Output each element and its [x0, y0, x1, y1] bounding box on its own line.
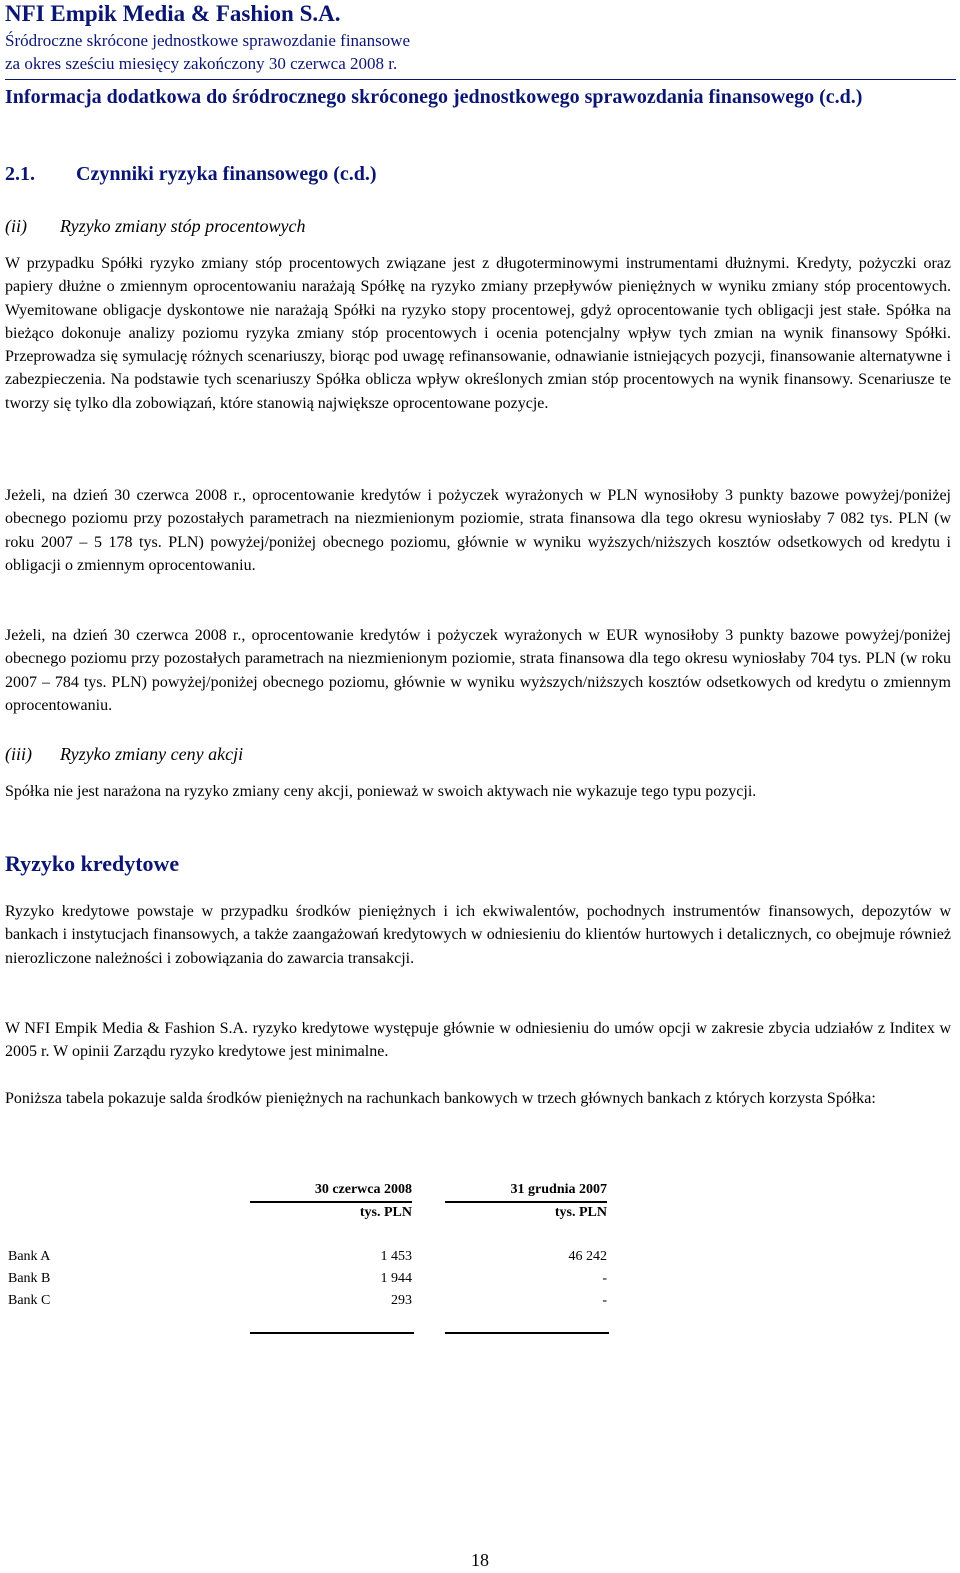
header-divider	[5, 79, 956, 80]
section-number: 2.1.	[5, 163, 35, 185]
subsection-iii-heading	[5, 743, 243, 765]
company-name: NFI Empik Media & Fashion S.A.	[5, 1, 341, 26]
report-title: Śródroczne skrócone jednostkowe sprawozdanie finansowe	[5, 31, 411, 50]
table-row-value-col2: -	[602, 1293, 607, 1308]
table-row-value-col1: 1 453	[380, 1249, 412, 1264]
subsection-ii-title: Ryzyko zmiany stóp procentowych	[60, 216, 306, 236]
page-number: 18	[471, 1550, 489, 1570]
paragraph-credit-risk-sources: Ryzyko kredytowe powstaje w przypadku środków pieniężnych i ich ekwiwalentów, pochodnych instrumentów finansowych, depozytów w bankach i instytucjach finansowych, a także zaangażowań kredytowych w odniesieniu do klientów hurtowych i detalicznych, co obejmuje również nierozliczone należności i zobowiązania do zawarcia transakcji.	[5, 903, 951, 967]
paragraph-interest-rate-risk: W przypadku Spółki ryzyko zmiany stóp procentowych związane jest z długoterminowymi instrumentami dłużnymi. Kredyty, pożyczki oraz papiery dłużne o zmiennym oprocentowaniu narażają Spółkę na ryzyko zmiany przepływów pieniężnych w wyniku zmiany stóp procentowych. Wyemitowane obligacje dyskontowe nie narażają Spółki na ryzyko stopy procentowej, gdyż oprocentowanie tych obligacji jest stałe. Spółka na bieżąco dokonuje analizy poziomu ryzyka zmiany stóp procentowych i ocenia potencjalny wpływ tych zmian na wynik finansowy Spółki. Przeprowadza się symulację różnych scenariuszy, biorąc pod uwagę refinansowanie, odnawianie istniejących pozycji, finansowanie alternatywne i zabezpieczenia. Na podstawie tych scenariuszy Spółka oblicza wpływ określonych zmian stóp procentowych na wynik finansowy. Scenariusze te tworzy się tylko dla zobowiązań, które stanowią największe oprocentowane pozycje.	[5, 255, 951, 412]
subsection-iii-number: (iii)	[5, 744, 32, 764]
table-header-rule-col2	[445, 1201, 607, 1203]
table-col1-header: 30 czerwca 2008	[314, 1182, 412, 1197]
paragraph-eur-sensitivity: Jeżeli, na dzień 30 czerwca 2008 r., oprocentowanie kredytów i pożyczek wyrażonych w EUR wynosiłoby 3 punkty bazowe powyżej/poniżej obecnego poziomu przy pozostałych parametrach na niezmienionym poziomie, strata finansowa dla tego okresu wyniosłaby 704 tys. PLN (w roku 2007 – 784 tys. PLN) powyżej/poniżej obecnego poziomu, głównie w wyniku wyższych/niższych kosztów odsetkowych od kredytu o zmiennym oprocentowaniu.	[5, 627, 951, 714]
table-total-rule-col1	[250, 1332, 414, 1334]
subsection-iii-title: Ryzyko zmiany ceny akcji	[60, 744, 244, 764]
table-header-rule-col1	[250, 1201, 412, 1203]
info-title: Informacja dodatkowa do śródrocznego skróconego jednostkowego sprawozdania finansowego (c.d.)	[5, 86, 863, 108]
paragraph-equity-price-risk: Spółka nie jest narażona na ryzyko zmiany ceny akcji, ponieważ w swoich aktywach nie wykazuje tego typu pozycji.	[5, 783, 757, 800]
table-row-value-col1: 1 944	[380, 1271, 412, 1286]
table-row-label: Bank C	[8, 1293, 51, 1308]
table-row-value-col1: 293	[391, 1293, 412, 1308]
subsection-ii-heading	[5, 215, 305, 237]
paragraph-pln-sensitivity: Jeżeli, na dzień 30 czerwca 2008 r., oprocentowanie kredytów i pożyczek wyrażonych w PLN wynosiłoby 3 punkty bazowe powyżej/poniżej obecnego poziomu przy pozostałych parametrach na niezmienionym poziomie, strata finansowa dla tego okresu wyniosłaby 7 082 tys. PLN (w roku 2007 – 5 178 tys. PLN) powyżej/poniżej obecnego poziomu, głównie w wyniku wyższych/niższych kosztów odsetkowych od kredytu i obligacji o zmiennym oprocentowaniu.	[5, 487, 951, 574]
table-row-value-col2: 46 242	[568, 1249, 607, 1264]
table-row-label: Bank B	[8, 1271, 51, 1286]
table-col2-header: 31 grudnia 2007	[510, 1182, 607, 1197]
table-row-label: Bank A	[8, 1249, 51, 1264]
report-period: za okres sześciu miesięcy zakończony 30 czerwca 2008 r.	[5, 54, 398, 73]
subsection-ii-number: (ii)	[5, 216, 27, 236]
table-col1-unit: tys. PLN	[359, 1205, 412, 1220]
table-col2-unit: tys. PLN	[554, 1205, 607, 1220]
table-row-value-col2: -	[602, 1271, 607, 1286]
paragraph-bank-table-intro: Poniższa tabela pokazuje salda środków pieniężnych na rachunkach bankowych w trzech głównych bankach z których korzysta Spółka:	[5, 1090, 876, 1107]
table-total-rule-col2	[445, 1332, 609, 1334]
section-heading	[5, 162, 377, 186]
credit-risk-heading: Ryzyko kredytowe	[5, 851, 180, 876]
section-title: Czynniki ryzyka finansowego (c.d.)	[76, 163, 377, 185]
paragraph-credit-risk-company: W NFI Empik Media & Fashion S.A. ryzyko kredytowe występuje głównie w odniesieniu do umów opcji w zakresie zbycia udziałów z Inditex w 2005 r. W opinii Zarządu ryzyko kredytowe jest minimalne.	[5, 1020, 951, 1061]
